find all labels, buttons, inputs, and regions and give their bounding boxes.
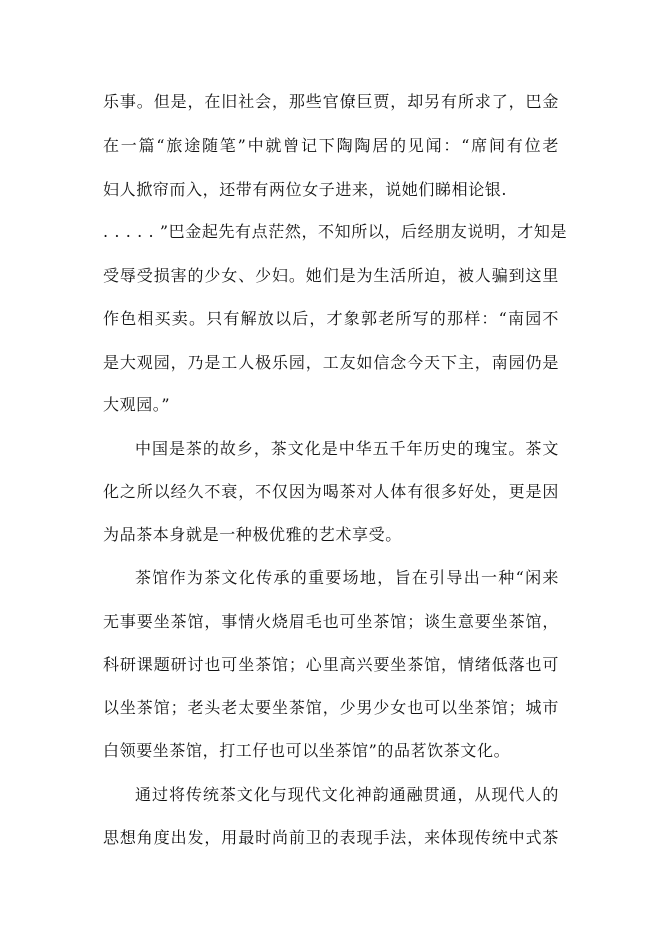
paragraph-4-line-2: 思想角度出发，用最时尚前卫的表现手法，来体现传统中式茶 — [103, 828, 559, 847]
paragraph-3-line-2: 无事要坐茶馆，事情火烧眉毛也可坐茶馆；谈生意要坐茶馆， — [103, 612, 559, 631]
paragraph-2-line-3: 为品茶本身就是一种极优雅的艺术享受。 — [103, 525, 402, 544]
paragraph-1-line-3: 妇人掀帘而入，还带有两位女子进来，说她们睇相论银. — [103, 180, 508, 199]
paragraph-1-line-2: 在一篇“旅途随笔”中就曾记下陶陶居的见闻：“席间有位老 — [103, 136, 559, 155]
paragraph-3-line-4: 以坐茶馆；老头老太要坐茶馆，少男少女也可以坐茶馆；城市 — [103, 698, 559, 717]
paragraph-1-line-8: 大观园。” — [103, 395, 171, 414]
paragraph-1-line-7: 是大观园，乃是工人极乐园，工友如信念今天下主，南园仍是 — [103, 353, 559, 372]
paragraph-1-line-5: 受辱受损害的少女、少妇。她们是为生活所迫，被人骗到这里 — [103, 266, 559, 285]
paragraph-2-line-1: 中国是茶的故乡，茶文化是中华五千年历史的瑰宝。茶文 — [135, 439, 559, 458]
paragraph-4-line-1: 通过将传统茶文化与现代文化神韵通融贯通，从现代人的 — [135, 785, 559, 804]
paragraph-3-line-3: 科研课题研讨也可坐茶馆；心里高兴要坐茶馆，情绪低落也可 — [103, 655, 559, 674]
paragraph-3-line-1: 茶馆作为茶文化传承的重要场地，旨在引导出一种“闲来 — [135, 568, 559, 587]
paragraph-2-line-2: 化之所以经久不衰，不仅因为喝茶对人体有很多好处，更是因 — [103, 482, 559, 501]
paragraph-1-line-1: 乐事。但是，在旧社会，那些官僚巨贾，却另有所求了，巴金 — [103, 92, 559, 111]
paragraph-1-line-6: 作色相买卖。只有解放以后，才象郭老所写的那样：“南园不 — [103, 309, 559, 328]
paragraph-1-line-4: . . . . . ”巴金起先有点茫然，不知所以，后经朋友说明，才知是 — [103, 222, 568, 241]
paragraph-3-line-5: 白领要坐茶馆，打工仔也可以坐茶馆”的品茗饮茶文化。 — [103, 741, 511, 760]
